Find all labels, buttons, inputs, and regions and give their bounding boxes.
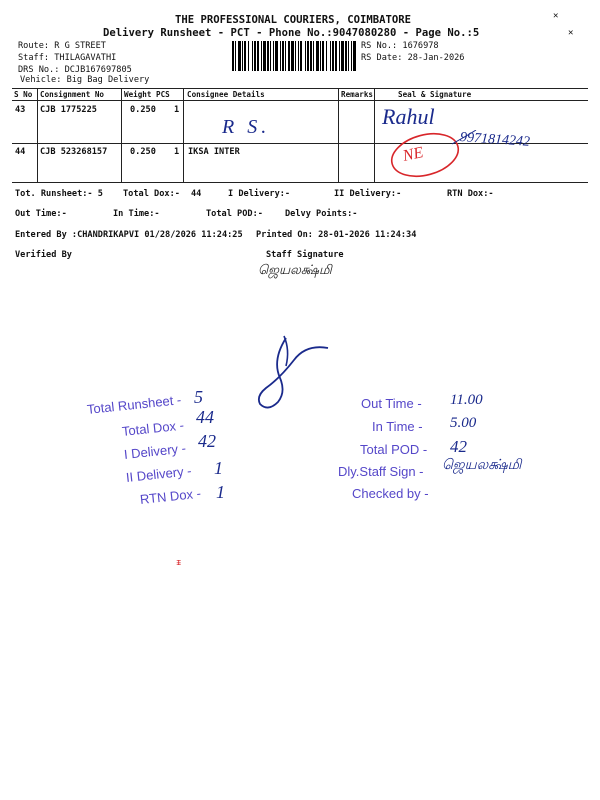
handwritten-phone: 9971814242 [459, 130, 531, 150]
stamp-in-time: In Time - [372, 419, 423, 434]
row-consignee: IKSA INTER [188, 147, 240, 157]
out-time-label: Out Time:- [15, 209, 67, 219]
stamp-total-dox: Total Dox - [121, 417, 185, 439]
verified-by: Verified By [15, 250, 72, 260]
handwritten-ne-mark: NE [401, 144, 425, 165]
col-divider [338, 88, 339, 182]
barcode-bar [348, 41, 349, 71]
row-pcs: 1 [174, 147, 180, 157]
drs-label: DRS No.: DCJB167697805 [18, 65, 132, 75]
close-icon: ✕ [568, 28, 574, 38]
barcode-bar [232, 41, 234, 71]
header-seal-signature: Seal & Signature [398, 90, 472, 99]
barcode-bar [291, 41, 294, 71]
total-runsheet: Tot. Runsheet:- 5 [15, 189, 103, 199]
entered-by: Entered By :CHANDRIKAPVI 01/28/2026 11:24:25 [15, 230, 243, 240]
red-circle-mark [380, 130, 480, 180]
stamp-rtn-dox: RTN Dox - [139, 485, 202, 507]
barcode-bar [295, 41, 296, 71]
stamp-ii-delivery: II Delivery - [125, 463, 193, 485]
handwritten-total-pod: 42 [450, 437, 467, 456]
barcode-bar [267, 41, 269, 71]
barcode-bar [310, 41, 312, 71]
stamp-checked-by: Checked by - [352, 486, 429, 501]
header-remarks: Remarks [341, 90, 374, 99]
barcode-bar [313, 41, 314, 71]
row-sno: 44 [15, 147, 26, 157]
barcode-bar [242, 41, 243, 71]
header-consignment: Consignment No [40, 90, 105, 99]
barcode-bar [345, 41, 347, 71]
row-consignment: CJB 523268157 [40, 147, 108, 157]
barcode-bar [261, 41, 262, 71]
handwritten-ii-delivery: 1 [214, 458, 223, 478]
handwritten-total-dox: 44 [196, 407, 214, 427]
rtn-dox-label: RTN Dox:- [447, 189, 494, 199]
barcode-bar [280, 41, 281, 71]
header-consignee: Consignee Details [187, 90, 265, 99]
barcode [232, 41, 356, 71]
vehicle-label: Vehicle: Big Bag Delivery [20, 75, 150, 85]
col-divider [183, 88, 184, 182]
col-divider [374, 88, 375, 182]
barcode-bar [257, 41, 259, 71]
stamp-dly-staff-sign: Dly.Staff Sign - [338, 464, 424, 479]
ii-delivery-label: II Delivery:- [334, 189, 402, 199]
runsheet-subtitle: Delivery Runsheet - PCT - Phone No.:9047080280 - Page No.:5 [103, 27, 480, 39]
barcode-bar [285, 41, 286, 71]
close-icon: ✕ [553, 11, 559, 21]
stamp-total-runsheet: Total Runsheet - [86, 392, 182, 417]
staff-signature-tamil: ஜெயலக்ஷ்மி [258, 262, 332, 277]
handwritten-consignee: R S. [222, 116, 271, 138]
table-header-border [12, 100, 588, 101]
stamp-total-pod: Total POD - [360, 442, 428, 457]
barcode-bar [282, 41, 284, 71]
barcode-bar [307, 41, 309, 71]
barcode-bar [270, 41, 271, 71]
total-dox-label: Total Dox:- [123, 189, 180, 199]
barcode-bar [335, 41, 337, 71]
table-top-border [12, 88, 588, 89]
table-bottom-border [12, 182, 588, 183]
barcode-bar [288, 41, 290, 71]
i-delivery-label: I Delivery:- [228, 189, 291, 199]
header-sno: S No [14, 90, 33, 99]
row-weight: 0.250 [130, 147, 156, 157]
stamp-i-delivery: I Delivery - [123, 440, 187, 462]
barcode-bar [263, 41, 266, 71]
printed-on: Printed On: 28-01-2026 11:24:34 [256, 230, 417, 240]
barcode-bar [316, 41, 319, 71]
barcode-bar [305, 41, 306, 71]
barcode-bar [244, 41, 246, 71]
col-divider [121, 88, 122, 182]
barcode-bar [254, 41, 256, 71]
barcode-bar [322, 41, 324, 71]
barcode-bar [339, 41, 340, 71]
row-weight: 0.250 [130, 105, 156, 115]
barcode-bar [275, 41, 278, 71]
barcode-bar [235, 41, 236, 71]
row-consignment: CJB 1775225 [40, 105, 97, 115]
row-pcs: 1 [174, 105, 180, 115]
total-dox-value: 44 [191, 189, 202, 199]
barcode-bar [332, 41, 334, 71]
handwritten-signature: Rahul [382, 104, 435, 129]
handwritten-in-time: 5.00 [450, 415, 477, 431]
barcode-bar [330, 41, 331, 71]
barcode-bar [326, 41, 327, 71]
row-sno: 43 [15, 105, 26, 115]
barcode-bar [300, 41, 302, 71]
barcode-bar [320, 41, 321, 71]
barcode-bar [341, 41, 344, 71]
handwritten-out-time: 11.00 [450, 392, 483, 408]
handwritten-dly-staff-sign: ஜெயலக்ஷ்மி [442, 458, 522, 473]
red-tick-mark: ᵻ [176, 558, 182, 568]
route-label: Route: R G STREET [18, 41, 106, 51]
total-pod-label: Total POD:- [206, 209, 263, 219]
barcode-bar [252, 41, 253, 71]
barcode-bar [353, 41, 356, 71]
delvy-points-label: Delvy Points:- [285, 209, 358, 219]
rs-date: RS Date: 28-Jan-2026 [361, 53, 465, 63]
handwritten-flourish [250, 330, 340, 420]
barcode-bar [273, 41, 274, 71]
handwritten-total-runsheet: 5 [194, 387, 203, 407]
handwritten-i-delivery: 42 [198, 431, 216, 451]
barcode-bar [248, 41, 249, 71]
staff-signature-label: Staff Signature [266, 250, 344, 260]
barcode-bar [298, 41, 299, 71]
col-divider [37, 88, 38, 182]
barcode-bar [238, 41, 241, 71]
header-weight-pcs: Weight PCS [124, 90, 170, 99]
handwritten-rtn-dox: 1 [216, 482, 225, 502]
stamp-out-time: Out Time - [361, 396, 422, 411]
in-time-label: In Time:- [113, 209, 160, 219]
barcode-bar [351, 41, 352, 71]
rs-number: RS No.: 1676978 [361, 41, 439, 51]
company-title: THE PROFESSIONAL COURIERS, COIMBATORE [175, 14, 411, 26]
staff-label: Staff: THILAGAVATHI [18, 53, 117, 63]
